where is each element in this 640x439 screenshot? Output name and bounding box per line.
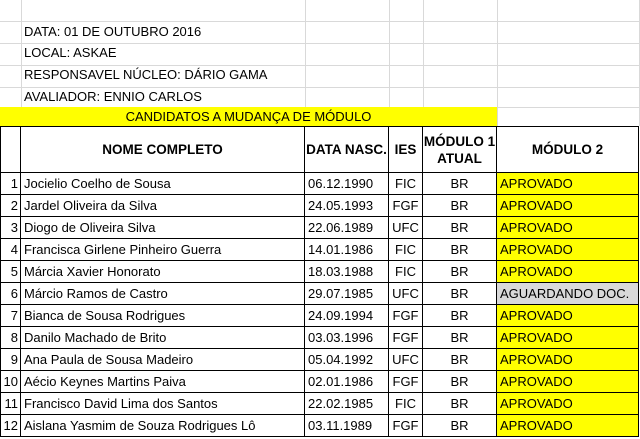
info-responsavel[interactable]: RESPONSAVEL NÚCLEO: DÁRIO GAMA [24, 67, 268, 82]
row-modulo-2-status[interactable]: APROVADO [497, 305, 639, 327]
row-nome[interactable]: Márcio Ramos de Castro [21, 283, 305, 305]
row-nome[interactable]: Aécio Keynes Martins Paiva [21, 371, 305, 393]
row-modulo-atual[interactable]: BR [423, 261, 497, 283]
row-data-nasc[interactable]: 03.11.1989 [305, 415, 389, 437]
row-ies[interactable]: FIC [389, 239, 423, 261]
row-modulo-atual[interactable]: BR [423, 217, 497, 239]
row-data-nasc[interactable]: 22.02.1985 [305, 393, 389, 415]
row-ies[interactable]: FGF [389, 195, 423, 217]
row-data-nasc[interactable]: 03.03.1996 [305, 327, 389, 349]
row-data-nasc[interactable]: 29.07.1985 [305, 283, 389, 305]
row-modulo-atual[interactable]: BR [423, 195, 497, 217]
row-data-nasc[interactable]: 06.12.1990 [305, 173, 389, 195]
banner-candidatos[interactable]: CANDIDATOS A MUDANÇA DE MÓDULO [0, 107, 497, 126]
row-data-nasc[interactable]: 22.06.1989 [305, 217, 389, 239]
row-ies[interactable]: FIC [389, 393, 423, 415]
row-number[interactable]: 9 [0, 349, 21, 371]
row-modulo-2-status[interactable]: APROVADO [497, 261, 639, 283]
info-avaliador[interactable]: AVALIADOR: ENNIO CARLOS [24, 89, 202, 104]
row-modulo-atual[interactable]: BR [423, 283, 497, 305]
row-ies[interactable]: UFC [389, 217, 423, 239]
row-nome[interactable]: Bianca de Sousa Rodrigues [21, 305, 305, 327]
row-nome[interactable]: Jardel Oliveira da Silva [21, 195, 305, 217]
row-ies[interactable]: FGF [389, 327, 423, 349]
row-modulo-atual[interactable]: BR [423, 371, 497, 393]
row-data-nasc[interactable]: 14.01.1986 [305, 239, 389, 261]
row-data-nasc[interactable]: 05.04.1992 [305, 349, 389, 371]
row-data-nasc[interactable]: 24.09.1994 [305, 305, 389, 327]
row-ies[interactable]: UFC [389, 283, 423, 305]
row-number[interactable]: 6 [0, 283, 21, 305]
row-modulo-2-status[interactable]: APROVADO [497, 415, 639, 437]
header-data-nasc[interactable]: DATA NASC. [305, 126, 389, 173]
row-number[interactable]: 12 [0, 415, 21, 437]
row-data-nasc[interactable]: 18.03.1988 [305, 261, 389, 283]
info-date[interactable]: DATA: 01 DE OUTUBRO 2016 [24, 24, 202, 39]
row-modulo-2-status[interactable]: APROVADO [497, 195, 639, 217]
row-modulo-2-status[interactable]: APROVADO [497, 239, 639, 261]
row-modulo-atual[interactable]: BR [423, 327, 497, 349]
row-number[interactable]: 3 [0, 217, 21, 239]
row-nome[interactable]: Diogo de Oliveira Silva [21, 217, 305, 239]
row-nome[interactable]: Ana Paula de Sousa Madeiro [21, 349, 305, 371]
row-ies[interactable]: FGF [389, 415, 423, 437]
info-local[interactable]: LOCAL: ASKAE [24, 45, 117, 60]
header-nome-completo[interactable]: NOME COMPLETO [21, 126, 305, 173]
row-modulo-2-status[interactable]: APROVADO [497, 327, 639, 349]
row-modulo-atual[interactable]: BR [423, 393, 497, 415]
row-modulo-2-status[interactable]: AGUARDANDO DOC. [497, 283, 639, 305]
row-nome[interactable]: Francisca Girlene Pinheiro Guerra [21, 239, 305, 261]
row-ies[interactable]: UFC [389, 349, 423, 371]
row-number[interactable]: 4 [0, 239, 21, 261]
row-ies[interactable]: FIC [389, 261, 423, 283]
row-nome[interactable]: Jocielio Coelho de Sousa [21, 173, 305, 195]
row-modulo-atual[interactable]: BR [423, 349, 497, 371]
row-number[interactable]: 10 [0, 371, 21, 393]
row-modulo-atual[interactable]: BR [423, 239, 497, 261]
row-modulo-2-status[interactable]: APROVADO [497, 173, 639, 195]
row-nome[interactable]: Márcia Xavier Honorato [21, 261, 305, 283]
row-ies[interactable]: FGF [389, 371, 423, 393]
row-number[interactable]: 1 [0, 173, 21, 195]
row-modulo-atual[interactable]: BR [423, 305, 497, 327]
row-modulo-2-status[interactable]: APROVADO [497, 349, 639, 371]
header-ies[interactable]: IES [389, 126, 423, 173]
row-ies[interactable]: FGF [389, 305, 423, 327]
header-modulo-2[interactable]: MÓDULO 2 [497, 126, 639, 173]
header-modulo-atual[interactable]: MÓDULO 1 ATUAL [423, 126, 497, 173]
row-number[interactable]: 8 [0, 327, 21, 349]
row-data-nasc[interactable]: 02.01.1986 [305, 371, 389, 393]
row-nome[interactable]: Francisco David Lima dos Santos [21, 393, 305, 415]
gridline-vertical [497, 0, 498, 126]
row-ies[interactable]: FIC [389, 173, 423, 195]
header-number[interactable] [0, 126, 21, 173]
row-modulo-2-status[interactable]: APROVADO [497, 217, 639, 239]
row-data-nasc[interactable]: 24.05.1993 [305, 195, 389, 217]
row-number[interactable]: 5 [0, 261, 21, 283]
row-modulo-atual[interactable]: BR [423, 415, 497, 437]
row-number[interactable]: 7 [0, 305, 21, 327]
row-nome[interactable]: Danilo Machado de Brito [21, 327, 305, 349]
row-number[interactable]: 11 [0, 393, 21, 415]
row-modulo-2-status[interactable]: APROVADO [497, 371, 639, 393]
row-nome[interactable]: Aislana Yasmim de Souza Rodrigues Lô [21, 415, 305, 437]
row-modulo-atual[interactable]: BR [423, 173, 497, 195]
row-modulo-2-status[interactable]: APROVADO [497, 393, 639, 415]
row-number[interactable]: 2 [0, 195, 21, 217]
